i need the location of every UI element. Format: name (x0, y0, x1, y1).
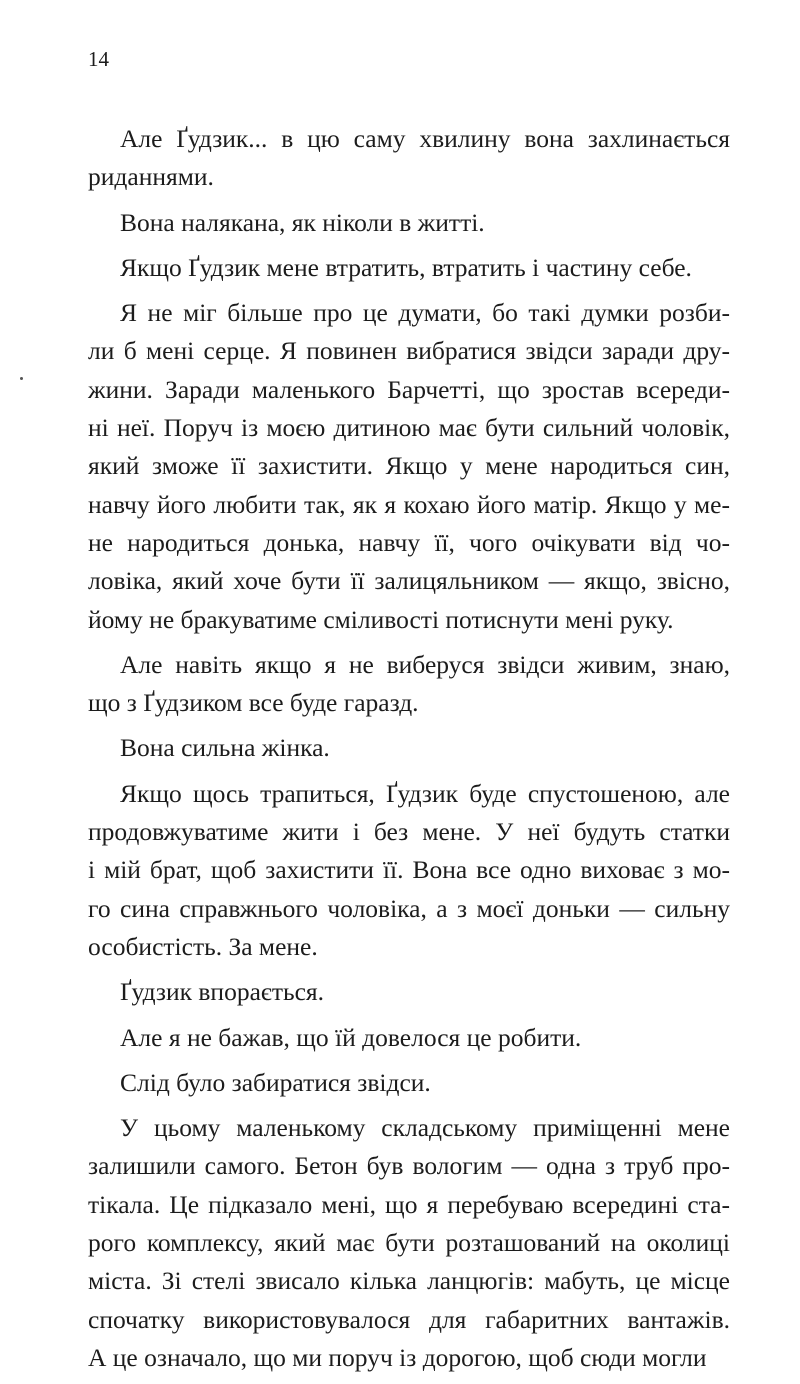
text-line: продовжуватиме жити і без мене. У неї будуть статки (88, 817, 730, 847)
paragraph (88, 204, 730, 242)
text-line: го сина справжнього чоловіка, а з моєї доньки — сильну (88, 893, 730, 923)
text-line: спочатку використовувалося для габаритних вантажів. (88, 1304, 730, 1334)
text-line: У цьому маленькому складському приміщенні мене (120, 1113, 730, 1143)
body-text (88, 120, 730, 1384)
text-line: Ґудзик впорається. (120, 977, 325, 1007)
text-line: ловіка, який хоче бути її залицяльником — якщо, звісно, (88, 566, 730, 596)
text-line: навчу його любити так, як я кохаю його матір. Якщо у ме- (88, 489, 730, 519)
text-line: що з Ґудзиком все буде гаразд. (88, 688, 419, 718)
text-line: ні неї. Поруч із моєю дитиною має бути сильний чоловік, (88, 413, 730, 443)
text-line: залишили самого. Бетон був вологим — одна з труб про- (88, 1151, 730, 1181)
paragraph (88, 120, 730, 197)
page-number: 14 (88, 47, 109, 71)
text-line: Але навіть якщо я не виберуся звідси живим, знаю, (120, 649, 730, 679)
text-line: Вона сильна жінка. (120, 733, 330, 763)
text-line: міста. Зі стелі звисало кілька ланцюгів: мабуть, це місце (88, 1266, 730, 1296)
text-line: не народиться донька, навчу її, чого очікувати від чо- (88, 527, 730, 557)
text-line: Слід було забиратися звідси. (120, 1067, 431, 1097)
paragraph (88, 729, 730, 767)
paragraph (88, 973, 730, 1011)
text-line: А це означало, що ми поруч із дорогою, щоб сюди могли (88, 1342, 707, 1372)
text-line: ли б мені серце. Я повинен вибратися звідси заради дру- (88, 336, 730, 366)
text-line: і мій брат, щоб захистити її. Вона все одно виховає з мо- (88, 855, 730, 885)
paragraph (88, 294, 730, 639)
text-line: рого комплексу, який має бути розташований на околиці (88, 1228, 730, 1258)
text-line: тікала. Це підказало мені, що я перебуваю всередині ста- (88, 1189, 730, 1219)
text-line: Якщо Ґудзик мене втратить, втратить і частину себе. (120, 252, 692, 282)
text-line: Я не міг більше про це думати, бо такі думки розби- (120, 298, 730, 328)
paragraph (88, 1064, 730, 1102)
margin-speck (20, 377, 23, 380)
paragraph (88, 646, 730, 723)
text-line: Але Ґудзик... в цю саму хвилину вона захлинається (120, 124, 730, 153)
text-line: йому не бракуватиме сміливості потиснути мені руку. (88, 604, 674, 634)
text-line: який зможе її захистити. Якщо у мене народиться син, (88, 451, 730, 481)
paragraph (88, 249, 730, 287)
paragraph (88, 1019, 730, 1057)
text-line: особистість. За мене. (88, 931, 318, 961)
paragraph (88, 775, 730, 966)
text-line: Вона налякана, як ніколи в житті. (120, 207, 485, 237)
paragraph (88, 1109, 730, 1377)
text-line: риданнями. (88, 162, 214, 192)
text-line: Якщо щось трапиться, Ґудзик буде спустошеною, але (120, 778, 730, 808)
text-line: Але я не бажав, що їй довелося це робити. (120, 1022, 582, 1052)
text-line: жини. Заради маленького Барчетті, що зростав всереди- (88, 374, 730, 404)
